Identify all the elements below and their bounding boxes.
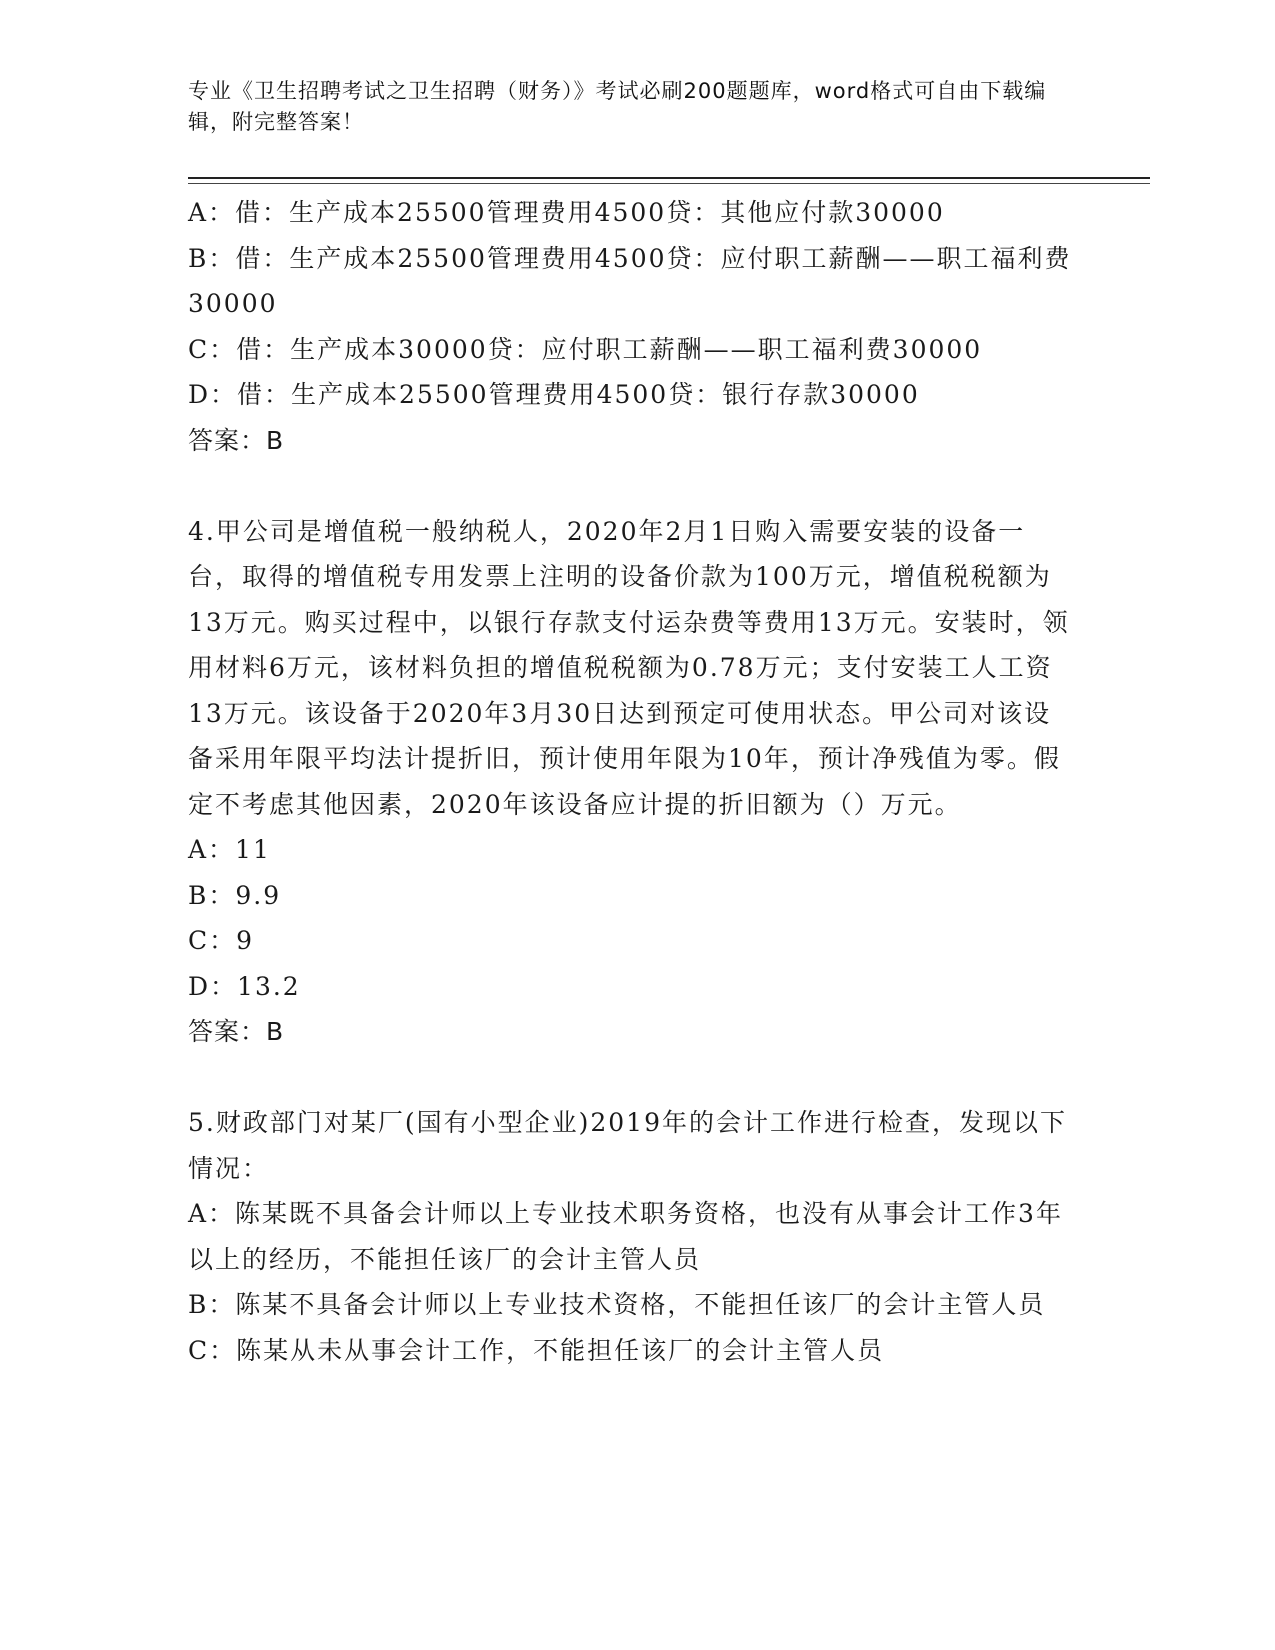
question-stem: 4.甲公司是增值税一般纳税人，2020年2月1日购入需要安装的设备一台，取得的增值税专用发票上注明的设备价款为100万元，增值税税额为13万元。购买过程中，以银行存款支付运杂费等费用13万元。安装时，领用材料6万元，该材料负担的增值税税额为0.78万元；支付安装工人工资13万元。该设备于2020年3月30日达到预定可使用状态。甲公司对该设备采用年限平均法计提折旧，预计使用年限为10年，预计净残值为零。假定不考虑其他因素，2020年该设备应计提的折旧额为（）万元。 bbox=[188, 516, 1070, 819]
option-b: B：陈某不具备会计师以上专业技术资格，不能担任该厂的会计主管人员 bbox=[188, 1290, 1046, 1319]
option-a: A：陈某既不具备会计师以上专业技术职务资格，也没有从事会计工作3年以上的经历，不能担任该厂的会计主管人员 bbox=[188, 1199, 1063, 1274]
document-body bbox=[188, 190, 1078, 1373]
option-c: C：9 bbox=[188, 926, 255, 955]
question-4 bbox=[188, 509, 1078, 1055]
option-a: A：11 bbox=[188, 835, 271, 864]
spacer bbox=[188, 463, 1078, 509]
option-b: B：借：生产成本25500管理费用4500贷：应付职工薪酬——职工福利费30000 bbox=[188, 243, 1072, 318]
answer: 答案：B bbox=[188, 425, 285, 455]
document-header: 专业《卫生招聘考试之卫生招聘（财务）》考试必刷200题题库，word格式可自由下载编辑，附完整答案！ bbox=[188, 79, 1047, 134]
question-3 bbox=[188, 190, 1078, 463]
question-stem: 5.财政部门对某厂(国有小型企业)2019年的会计工作进行检查，发现以下情况： bbox=[188, 1108, 1067, 1183]
header-rule-thin bbox=[188, 183, 1150, 184]
answer: 答案：B bbox=[188, 1017, 285, 1046]
option-b: B：9.9 bbox=[188, 880, 282, 910]
spacer bbox=[188, 1055, 1078, 1101]
option-d: D：借：生产成本25500管理费用4500贷：银行存款30000 bbox=[188, 380, 920, 409]
option-c: C：借：生产成本30000贷：应付职工薪酬——职工福利费30000 bbox=[188, 334, 983, 364]
option-c: C：陈某从未从事会计工作，不能担任该厂的会计主管人员 bbox=[188, 1335, 885, 1365]
option-d: D：13.2 bbox=[188, 971, 301, 1001]
option-a: A：借：生产成本25500管理费用4500贷：其他应付款30000 bbox=[188, 198, 945, 227]
header-rule-thick bbox=[188, 177, 1150, 179]
question-5 bbox=[188, 1100, 1078, 1373]
